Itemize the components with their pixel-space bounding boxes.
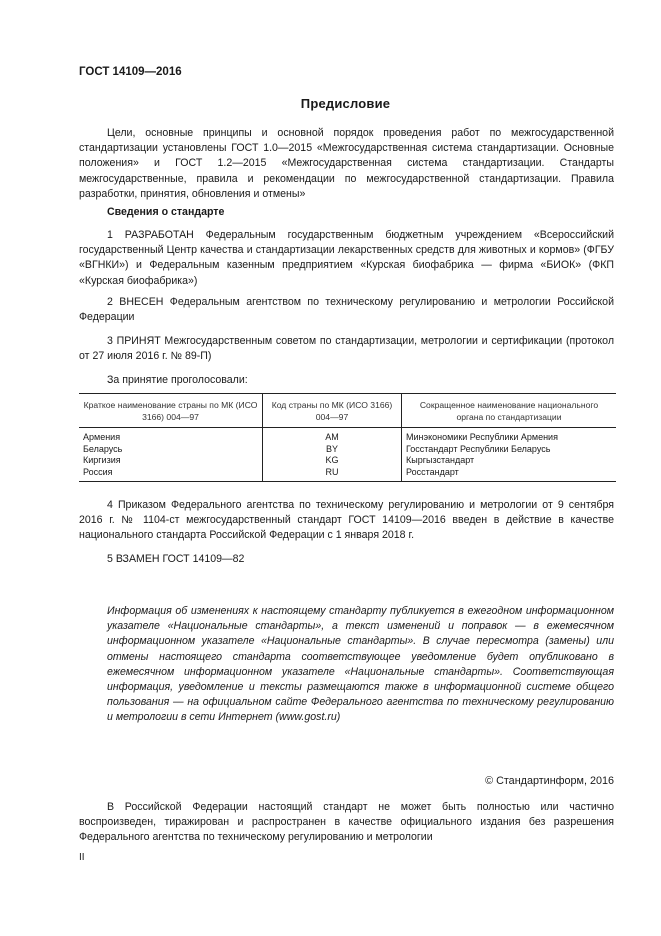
table-row: [79, 428, 616, 444]
section-title: Сведения о стандарте: [107, 206, 225, 218]
voted-label: За принятие проголосовали:: [107, 374, 248, 386]
country-code: BY: [263, 444, 402, 456]
reproduction-notice: В Российской Федерации настоящий стандарт не может быть полностью или частично воспроизведен, тиражирован и распространен в качестве официального издания без разрешения Федерального агентства по техническому регулированию и метрологии: [79, 801, 614, 844]
votes-table: [79, 393, 616, 482]
country-name: Россия: [79, 467, 263, 482]
country-name: Армения: [83, 432, 121, 442]
item-4-order: 4 Приказом Федерального агентства по техническому регулированию и метрологии от 9 сентября 2016 г. № 1104-ст межгосударственный стандарт ГОСТ 14109—2016 введен в действие в качестве национального стандарта Российской Федерации с 1 января 2018 г.: [79, 499, 614, 542]
standards-body: Минэкономики Республики Армения: [406, 432, 558, 442]
table-row: [79, 467, 616, 482]
page-title: Предисловие: [300, 96, 391, 111]
item-1-developed: 1 РАЗРАБОТАН Федеральным государственным бюджетным учреждением «Всероссийский государственный Центр качества и стандартизации лекарственных средств для животных и кормов» (ФГБУ «ВГНКИ») и Федеральным казенным предприятием «Курская биофабрика — фирма «БИОК» (ФКП «Курская биофабрика»): [79, 229, 614, 287]
item-5-replaces: 5 ВЗАМЕН ГОСТ 14109—82: [107, 553, 245, 565]
country-code: AM: [263, 428, 402, 444]
standards-body: Кыргызстандарт: [406, 455, 475, 465]
table-header-row: [79, 394, 616, 428]
country-name: Киргизия: [83, 455, 121, 465]
intro-paragraph: Цели, основные принципы и основной порядок проведения работ по межгосударственной стандартизации установлены ГОСТ 1.0—2015 «Межгосударственная система стандартизации. Основные положения» и ГОСТ 1.2—2015 «Межгосударственная система стандартизации. Стандарты межгосударственные, правила и рекомендации по межгосударственной стандартизации. Правила разработки, принятия, обновления и отмены»: [79, 127, 614, 200]
document-code-header: ГОСТ 14109—2016: [79, 66, 182, 78]
item-2-submitted: 2 ВНЕСЕН Федеральным агентством по техническому регулированию и метрологии Российской Федерации: [79, 296, 614, 324]
header-country-name: Краткое наименование страны по МК (ИСО 3166) 004—97: [79, 394, 263, 428]
header-country-code: Код страны по МК (ИСО 3166) 004—97: [263, 394, 402, 428]
page-number: II: [79, 852, 85, 863]
standards-body: Росстандарт: [402, 467, 617, 482]
header-standards-body: Сокращенное наименование национального органа по стандартизации: [402, 394, 617, 428]
country-name: Беларусь: [83, 443, 123, 454]
table-row: [79, 455, 616, 467]
standards-body: Госстандарт Республики Беларусь: [406, 443, 551, 454]
country-code: RU: [263, 467, 402, 482]
item-3-adopted: 3 ПРИНЯТ Межгосударственным советом по стандартизации, метрологии и сертификации (протокол от 27 июля 2016 г. № 89-П): [79, 335, 614, 363]
country-code: KG: [263, 455, 402, 467]
info-notice: Информация об изменениях к настоящему стандарту публикуется в ежегодном информационном указателе «Национальные стандарты», а текст изменений и поправок — в ежемесячном информационном указателе «Национальные стандарты». В случае пересмотра (замены) или отмены настоящего стандарта соответствующее уведомление будет опубликовано в ежемесячном информационном указателе «Национальные стандарты». Соответствующая информация, уведомление и тексты размещаются также в информационной системе общего пользования — на официальном сайте Федерального агентства по техническому регулированию и метрологии в сети Интернет (www.gost.ru): [107, 605, 614, 724]
copyright: © Стандартинформ, 2016: [485, 775, 614, 787]
table-row: [79, 444, 616, 456]
